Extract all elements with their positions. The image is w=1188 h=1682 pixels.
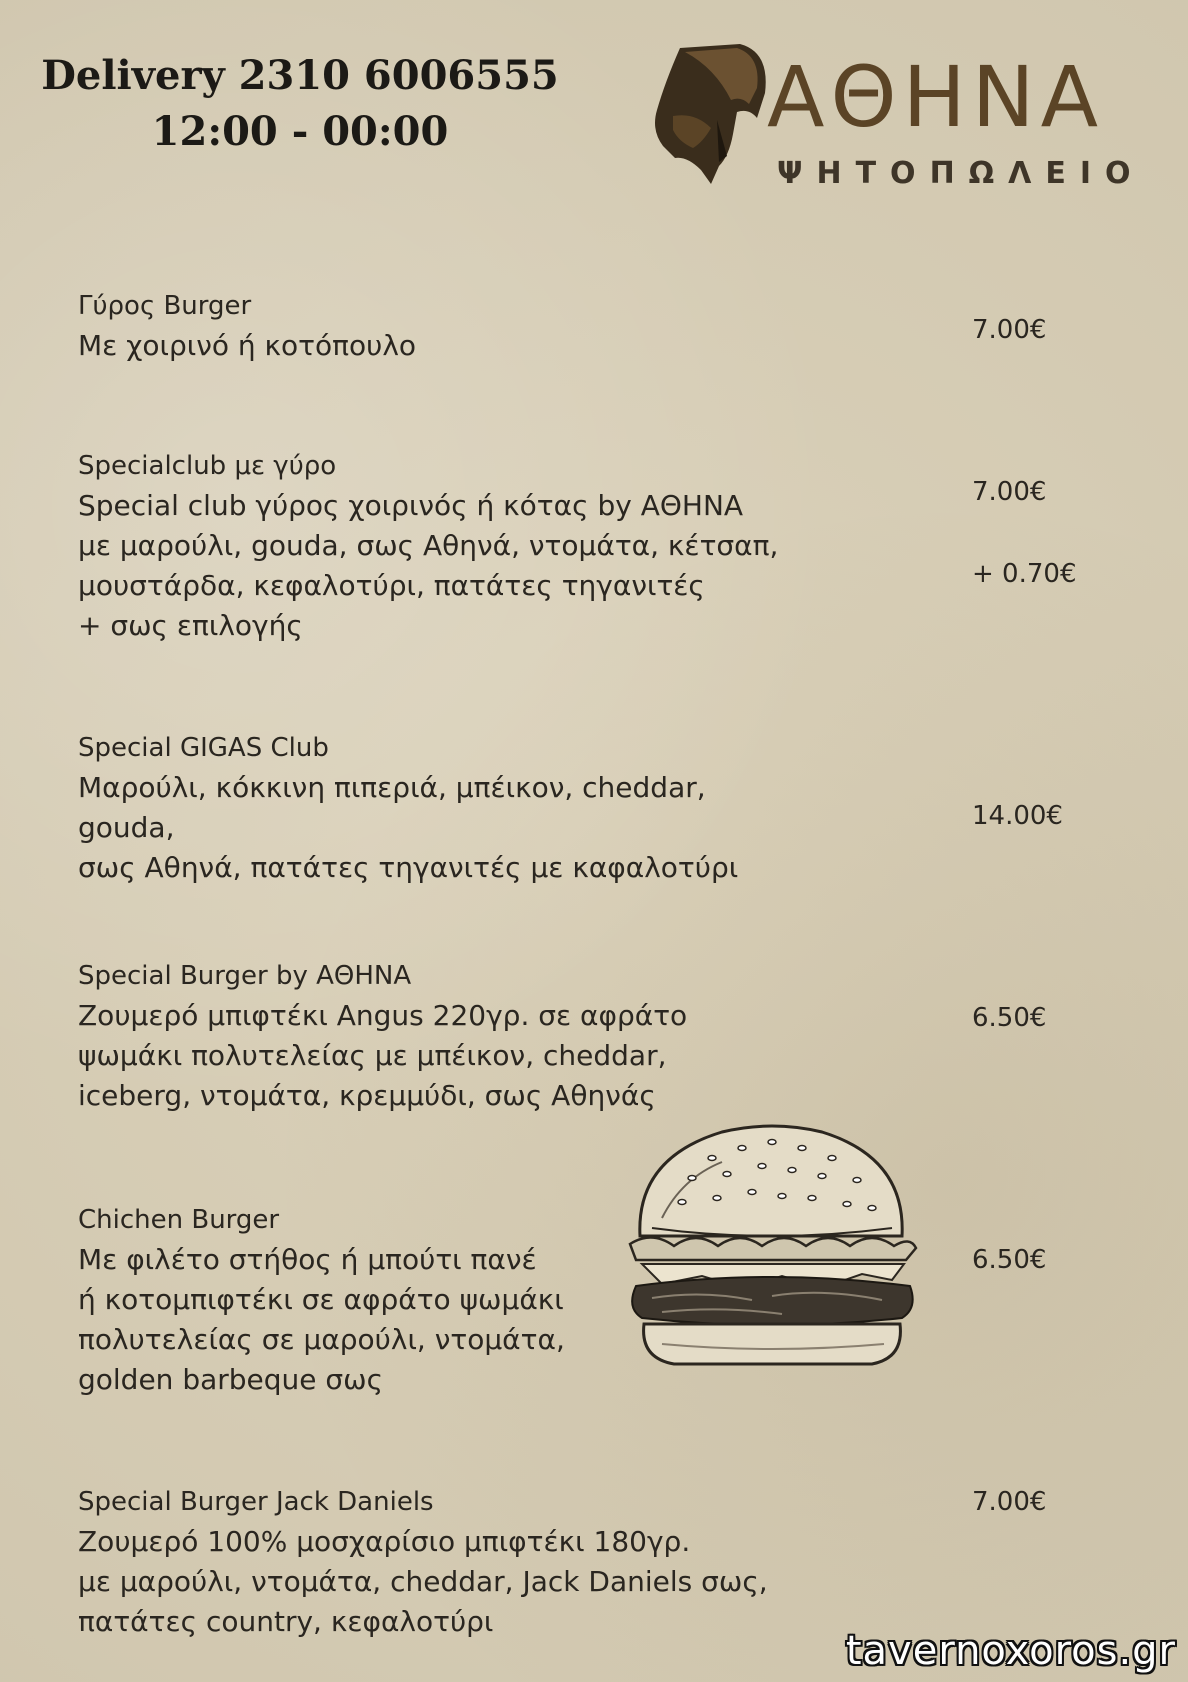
- item-description-line: + σως επιλογής: [78, 609, 303, 642]
- item-description-line: Ζουμερό 100% μοσχαρίσιο μπιφτέκι 180γρ.: [78, 1525, 691, 1558]
- item-title: Specialclub με γύρο: [78, 451, 337, 481]
- menu-item: [78, 956, 778, 1116]
- item-description: [78, 326, 778, 366]
- item-description-line: iceberg, ντομάτα, κρεμμύδι, σως Αθηνάς: [78, 1079, 656, 1112]
- item-description-line: Με χοιρινό ή κοτόπουλο: [78, 329, 417, 362]
- delivery-info: [40, 48, 560, 160]
- item-description: [78, 1240, 778, 1400]
- menu-item: [78, 1200, 778, 1400]
- item-description-line: μουστάρδα, κεφαλοτύρι, πατάτες τηγανιτές: [78, 569, 705, 602]
- item-description: [78, 486, 778, 646]
- item-description-line: με μαρούλι, gouda, σως Αθηνά, ντομάτα, κέτσαπ,: [78, 529, 779, 562]
- logo-name: ΑΘΗΝΑ: [767, 48, 1105, 146]
- item-description-line: ψωμάκι πολυτελείας με μπέικον, cheddar,: [78, 1039, 667, 1072]
- item-description-line: Μαρούλι, κόκκινη πιπεριά, μπέικον, cheddar,: [78, 771, 706, 804]
- item-description: [78, 768, 778, 888]
- item-price: 7.00€: [972, 1487, 1047, 1517]
- item-description-line: gouda,: [78, 811, 175, 844]
- item-description-line: πατάτες country, κεφαλοτύρι: [78, 1605, 494, 1638]
- item-title: Γύρος Burger: [78, 291, 252, 321]
- watermark-link[interactable]: tavernoxoros.gr: [845, 1628, 1176, 1674]
- item-description-line: πολυτελείας σε μαρούλι, ντομάτα,: [78, 1323, 565, 1356]
- item-description: [78, 1522, 778, 1642]
- item-description-line: ή κοτομπιφτέκι σε αφράτο ψωμάκι: [78, 1283, 564, 1316]
- item-title: Special Burger Jack Daniels: [78, 1487, 434, 1517]
- item-price: 6.50€: [972, 1245, 1047, 1275]
- item-extra-price: + 0.70€: [972, 559, 1077, 589]
- item-description-line: Με φιλέτο στήθος ή μπούτι πανέ: [78, 1243, 537, 1276]
- item-description-line: Special club γύρος χοιρινός ή κότας by ΑΘΗΝΑ: [78, 489, 744, 522]
- item-price: 14.00€: [972, 801, 1063, 831]
- menu-item: [78, 286, 778, 366]
- item-price: 7.00€: [972, 315, 1047, 345]
- item-description: [78, 996, 778, 1116]
- item-title: Special Burger by ΑΘΗΝΑ: [78, 961, 412, 991]
- spartan-helmet-icon: [645, 38, 775, 188]
- menu-item: [78, 728, 778, 888]
- menu-item: [78, 446, 778, 646]
- item-title: Chichen Burger: [78, 1205, 280, 1235]
- item-price: 7.00€: [972, 477, 1047, 507]
- item-description-line: golden barbeque σως: [78, 1363, 384, 1396]
- item-description-line: σως Αθηνά, πατάτες τηγανιτές με καφαλοτύρι: [78, 851, 739, 884]
- logo: [645, 38, 1145, 198]
- menu-item: [78, 1482, 778, 1642]
- item-description-line: με μαρούλι, ντομάτα, cheddar, Jack Daniels σως,: [78, 1565, 768, 1598]
- item-title: Special GIGAS Club: [78, 733, 329, 763]
- item-description-line: Ζουμερό μπιφτέκι Angus 220γρ. σε αφράτο: [78, 999, 688, 1032]
- delivery-phone: Delivery 2310 6006555: [41, 52, 559, 99]
- item-price: 6.50€: [972, 1003, 1047, 1033]
- opening-hours: 12:00 - 00:00: [151, 108, 449, 155]
- logo-subtitle: ΨΗΤΟΠΩΛΕΙΟ: [777, 156, 1145, 191]
